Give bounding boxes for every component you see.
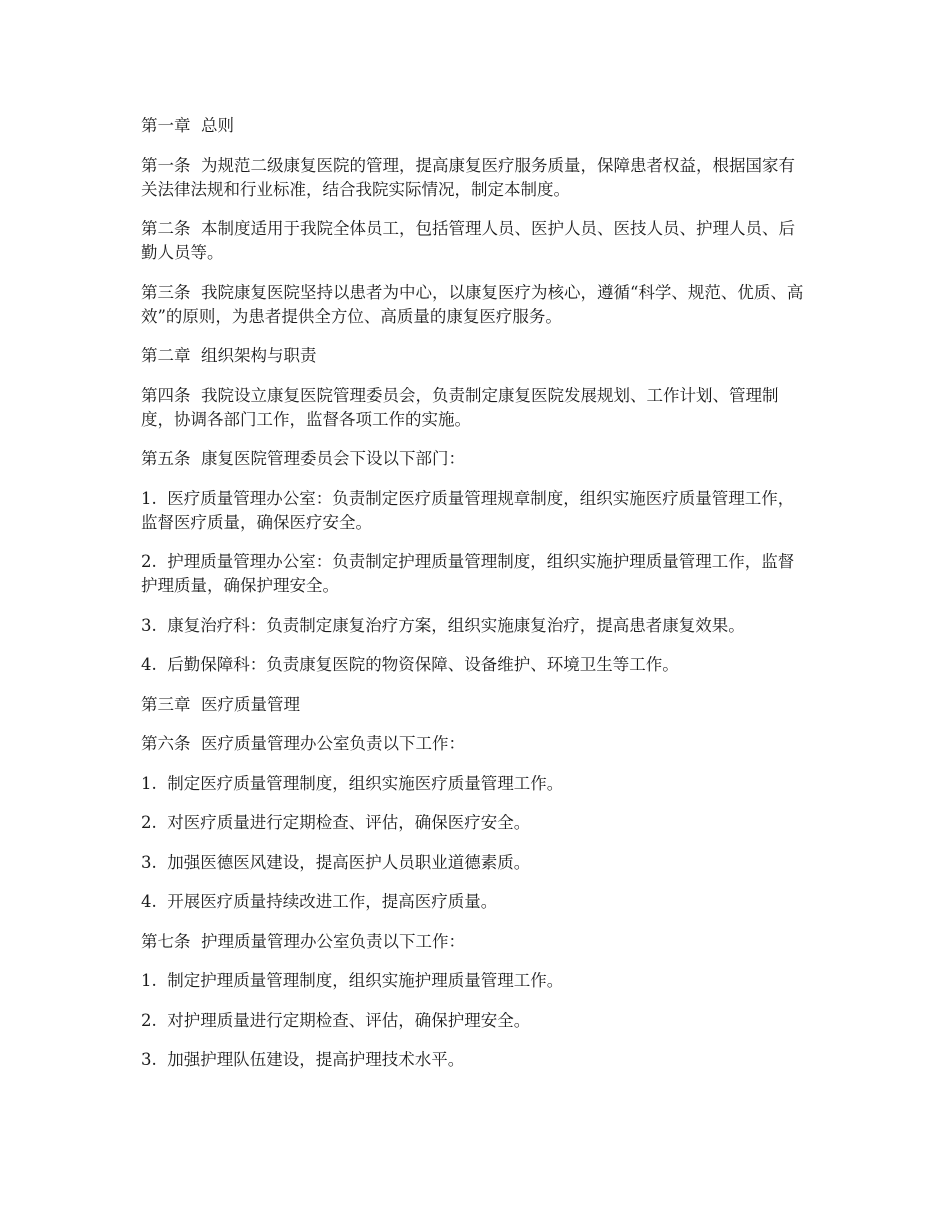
article-6: 第六条 医疗质量管理办公室负责以下工作： xyxy=(141,734,465,753)
list-item: 4. 后勤保障科：负责康复医院的物资保障、设备维护、环境卫生等工作。 xyxy=(141,655,679,674)
document-body xyxy=(141,114,806,1088)
list-item: 2. 护理质量管理办公室：负责制定护理质量管理制度，组织实施护理质量管理工作，监督护理质量，确保护理安全。 xyxy=(141,552,795,595)
article-4: 第四条 我院设立康复医院管理委员会，负责制定康复医院发展规划、工作计划、管理制度，协调各部门工作，监督各项工作的实施。 xyxy=(141,385,779,429)
article-3: 第三条 我院康复医院坚持以患者为中心，以康复医疗为核心，遵循“科学、规范、优质、高效”的原则，为患者提供全方位、高质量的康复医疗服务。 xyxy=(141,282,804,326)
article-5: 第五条 康复医院管理委员会下设以下部门： xyxy=(141,449,465,468)
list-item: 1. 医疗质量管理办公室：负责制定医疗质量管理规章制度，组织实施医疗质量管理工作，监督医疗质量，确保医疗安全。 xyxy=(141,488,795,532)
list-item: 2. 对医疗质量进行定期检查、评估，确保医疗安全。 xyxy=(141,813,531,832)
list-item: 2. 对护理质量进行定期检查、评估，确保护理安全。 xyxy=(141,1010,531,1030)
list-item: 4. 开展医疗质量持续改进工作，提高医疗质量。 xyxy=(141,892,498,911)
list-item: 3. 康复治疗科：负责制定康复治疗方案，组织实施康复治疗，提高患者康复效果。 xyxy=(141,615,745,635)
list-item: 1. 制定医疗质量管理制度，组织实施医疗质量管理工作。 xyxy=(141,773,564,793)
chapter-heading-1: 第一章 总则 xyxy=(141,116,234,135)
list-item: 3. 加强护理队伍建设，提高护理技术水平。 xyxy=(141,1050,465,1069)
list-item: 1. 制定护理质量管理制度，组织实施护理质量管理工作。 xyxy=(141,971,564,990)
article-1: 第一条 为规范二级康复医院的管理，提高康复医疗服务质量，保障患者权益，根据国家有关法律法规和行业标准，结合我院实际情况，制定本制度。 xyxy=(141,155,795,199)
article-2: 第二条 本制度适用于我院全体员工，包括管理人员、医护人员、医技人员、护理人员、后勤人员等。 xyxy=(141,219,795,262)
article-7: 第七条 护理质量管理办公室负责以下工作： xyxy=(141,931,465,951)
chapter-heading-2: 第二章 组织架构与职责 xyxy=(141,346,317,365)
list-item: 3. 加强医德医风建设，提高医护人员职业道德素质。 xyxy=(141,852,531,872)
chapter-heading-3: 第三章 医疗质量管理 xyxy=(141,694,300,714)
